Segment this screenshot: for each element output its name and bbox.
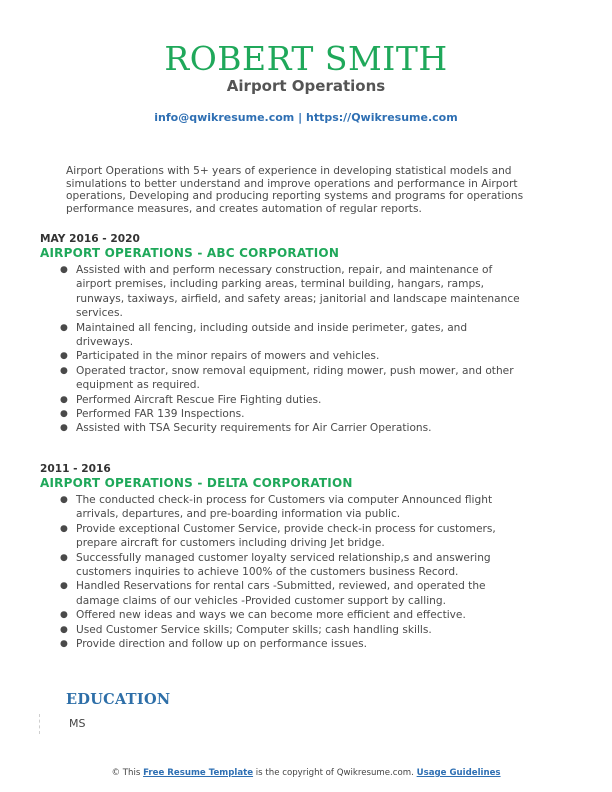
contact-line — [0, 111, 612, 125]
footer-copyright: is the copyright of Qwikresume.com. — [255, 768, 414, 778]
bullet-icon: ● — [60, 624, 68, 635]
job-title: AIRPORT OPERATIONS - ABC CORPORATION — [40, 246, 340, 260]
experience-entry-2 — [40, 463, 520, 651]
contact-separator: | — [298, 111, 303, 124]
footer — [0, 768, 612, 779]
job-dates: 2011 - 2016 — [40, 463, 111, 475]
list-item: ● Used Customer Service skills; Computer skills; cash handling skills. — [60, 623, 432, 636]
job-role: Airport Operations — [226, 77, 386, 95]
education-degree: MS — [69, 717, 86, 730]
list-item: ● The conducted check-in process for Customers via computer Announced flight arrivals, departures, and pre-boarding information via public. — [60, 494, 493, 521]
job-dates: MAY 2016 - 2020 — [40, 233, 140, 245]
bullet-icon: ● — [60, 610, 68, 621]
job-title: AIRPORT OPERATIONS - DELTA CORPORATION — [40, 476, 353, 490]
bullet-icon: ● — [60, 423, 68, 434]
website-link[interactable]: https://Qwikresume.com — [305, 111, 458, 124]
usage-guidelines-link[interactable]: Usage Guidelines — [416, 768, 501, 778]
list-item: ● Performed Aircraft Rescue Fire Fighting duties. — [60, 393, 322, 406]
list-item: ● Successfully managed customer loyalty serviced relationship,s and answering customers inquiries to achieve 100% of the customers business Record. — [60, 551, 491, 579]
candidate-name: ROBERT SMITH — [164, 39, 448, 78]
list-item: ● Handled Reservations for rental cars -Submitted, reviewed, and operated the damage claims of our vehicles -Provided customer support by calling. — [60, 580, 486, 607]
list-item: ● Assisted with TSA Security requirements for Air Carrier Operations. — [60, 422, 432, 435]
bullet-icon: ● — [60, 394, 68, 405]
education-heading: EDUCATION — [66, 691, 171, 708]
list-item: ● Operated tractor, snow removal equipment, riding mower, push mower, and other equipment as required. — [60, 364, 514, 392]
bullet-icon: ● — [60, 365, 68, 376]
list-item: ● Maintained all fencing, including outside and inside perimeter, gates, and driveways. — [60, 321, 468, 349]
bullet-icon: ● — [60, 409, 68, 420]
footer-prefix: © This — [111, 768, 141, 778]
list-item: ● Provide exceptional Customer Service, provide check-in process for customers, prepare aircraft for customers including driving Jet bridge. — [60, 522, 496, 550]
job-bullets — [40, 493, 520, 651]
experience-entry-1 — [40, 233, 520, 436]
education-rule — [39, 714, 40, 734]
list-item: ● Offered new ideas and ways we can become more efficient and effective. — [60, 609, 466, 622]
bullet-icon: ● — [60, 265, 68, 275]
bullet-icon: ● — [60, 581, 68, 592]
bullet-icon: ● — [60, 552, 68, 563]
job-bullets — [40, 263, 520, 436]
email-link[interactable]: info@qwikresume.com — [154, 111, 295, 124]
summary-paragraph: Airport Operations with 5+ years of experience in developing statistical models and simulations to better understand and improve operations and performance in Airport operations, Developing and producing reporting systems and programs for operations performance measures, and creates automation of regular reports. — [66, 165, 524, 215]
bullet-icon: ● — [60, 322, 68, 333]
bullet-icon: ● — [60, 495, 68, 505]
bullet-icon: ● — [60, 639, 68, 650]
list-item: ● Provide direction and follow up on performance issues. — [60, 638, 368, 651]
bullet-icon: ● — [60, 351, 68, 362]
list-item: ● Participated in the minor repairs of mowers and vehicles. — [60, 350, 380, 363]
bullet-icon: ● — [60, 523, 68, 534]
free-resume-template-link[interactable]: Free Resume Template — [143, 768, 254, 778]
list-item: ● Assisted with and perform necessary construction, repair, and maintenance of airport premises, including parking areas, terminal building, hangars, ramps, runways, taxiways, airfield, and safety areas; janitorial and landscape maintenance services. — [60, 264, 520, 320]
list-item: ● Performed FAR 139 Inspections. — [60, 408, 245, 421]
